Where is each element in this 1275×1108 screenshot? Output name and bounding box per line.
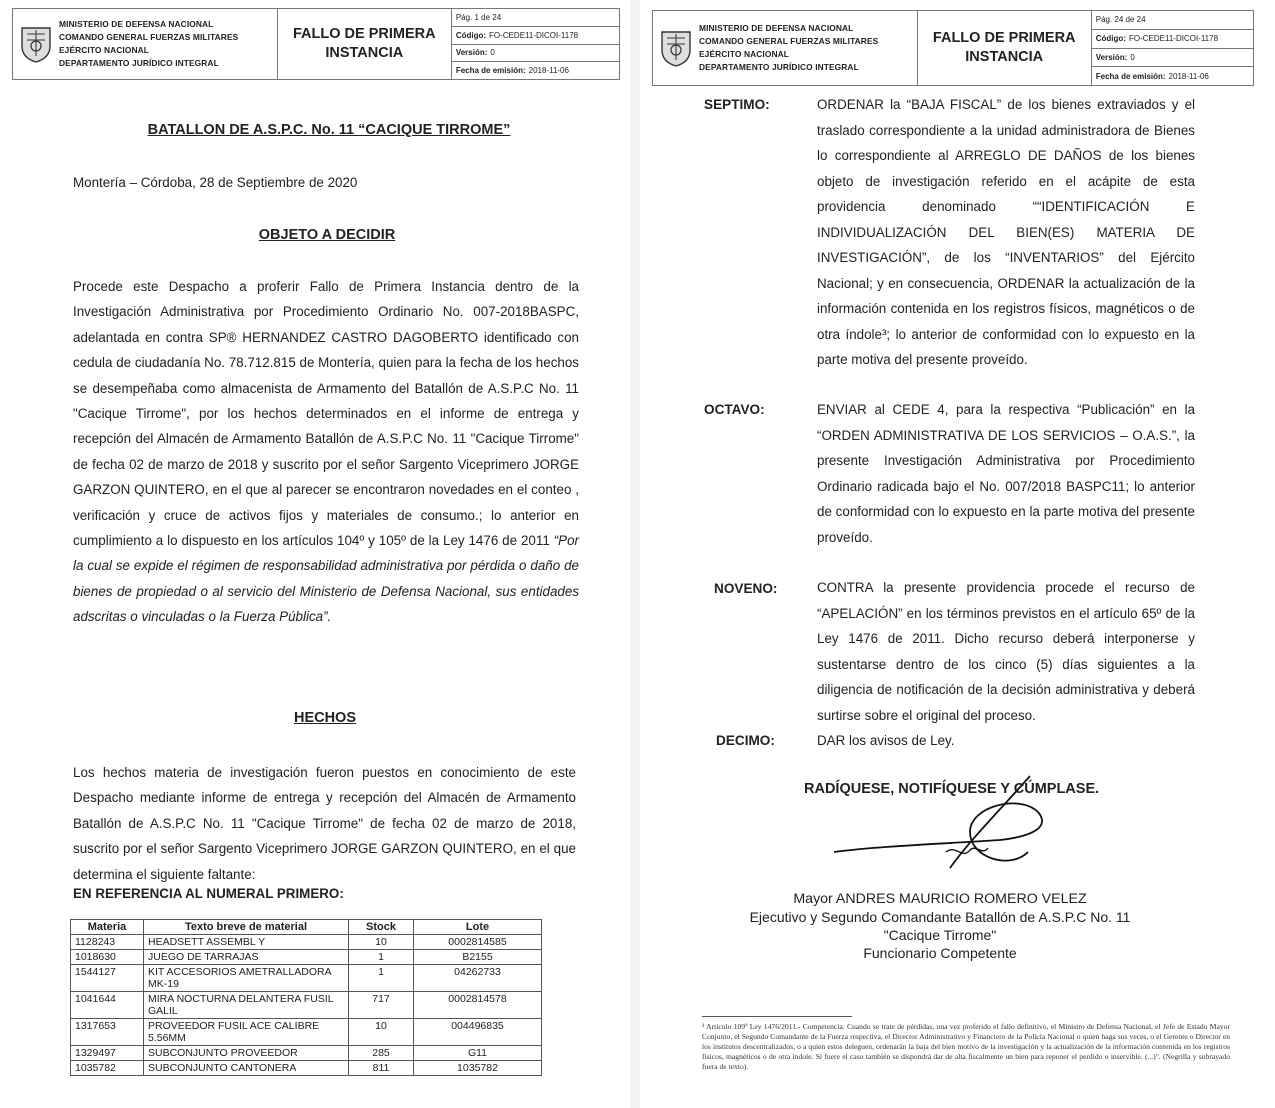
document-version: Versión: 0 [452, 45, 619, 63]
table-row [71, 950, 542, 965]
document-header [12, 8, 620, 80]
signer-role-1: Ejecutivo y Segundo Comandante Batallón de A.S.P.C No. 11 [749, 909, 1131, 925]
footnote-divider [702, 1016, 852, 1017]
resolution-label-noveno: NOVENO: [714, 581, 778, 596]
page-gutter [630, 0, 640, 1108]
materials-table [70, 919, 542, 1076]
coat-of-arms-icon [659, 28, 693, 68]
table-cell: 1317653 [71, 1019, 144, 1046]
table-row [71, 935, 542, 950]
table-cell: G11 [414, 1046, 542, 1061]
table-cell: KIT ACCESORIOS AMETRALLADORA MK-19 [144, 965, 349, 992]
document-meta [1092, 11, 1253, 85]
header-organization [13, 9, 278, 79]
reference-title: EN REFERENCIA AL NUMERAL PRIMERO: [73, 886, 344, 901]
document-header [652, 10, 1254, 86]
org-line-1: MINISTERIO DE DEFENSA NACIONAL [59, 19, 214, 29]
table-cell: 1035782 [414, 1061, 542, 1076]
org-line-4: DEPARTAMENTO JURÍDICO INTEGRAL [699, 62, 859, 72]
document-code: Código: FO-CEDE11-DICOI-1178 [1092, 30, 1253, 49]
header-organization [653, 11, 918, 85]
org-line-2: COMANDO GENERAL FUERZAS MILITARES [59, 32, 239, 42]
table-cell: 811 [349, 1061, 414, 1076]
table-cell: JUEGO DE TARRAJAS [144, 950, 349, 965]
col-header-materia: Materia [71, 920, 144, 935]
org-line-4: DEPARTAMENTO JURÍDICO INTEGRAL [59, 58, 219, 68]
org-line-3: EJÉRCITO NACIONAL [59, 45, 149, 55]
signer-role-2: "Cacique Tirrome" [883, 927, 997, 943]
table-row [71, 992, 542, 1019]
table-cell: HEADSETT ASSEMBL Y [144, 935, 349, 950]
col-header-lote: Lote [414, 920, 542, 935]
page-number: Pág. 24 de 24 [1092, 11, 1253, 30]
document-page-24 [640, 0, 1275, 1108]
table-cell: SUBCONJUNTO PROVEEDOR [144, 1046, 349, 1061]
table-cell: B2155 [414, 950, 542, 965]
table-cell: 0002814585 [414, 935, 542, 950]
table-cell: 10 [349, 935, 414, 950]
col-header-stock: Stock [349, 920, 414, 935]
document-type-title: FALLO DE PRIMERA INSTANCIA [918, 11, 1092, 85]
resolution-text-noveno: CONTRA la presente providencia procede el recurso de “APELACIÓN” en los términos previstos en el artículo 65º de la Ley 1476 de 2011. Dicho recurso deberá interponerse y sustentarse dentro de los cinco (5) días siguientes a la diligencia de notificación de la decisión administrativa y deberá surtirse sobre el original del proceso. [817, 580, 1195, 723]
table-cell: 1 [349, 950, 414, 965]
signer-role-3: Funcionario Competente [863, 945, 1017, 961]
issue-date: Fecha de emisión: 2018-11-06 [455, 66, 569, 76]
section-title-hechos: HECHOS [293, 710, 357, 726]
resolution-label-decimo: DECIMO: [716, 733, 775, 748]
org-line-1: MINISTERIO DE DEFENSA NACIONAL [699, 23, 854, 33]
col-header-texto: Texto breve de material [144, 920, 349, 935]
table-cell: 0002814578 [414, 992, 542, 1019]
table-cell: 1544127 [71, 965, 144, 992]
issue-date: Fecha de emisión: 2018-11-06 [1095, 71, 1209, 81]
document-meta [452, 9, 619, 79]
city-date: Montería – Córdoba, 28 de Septiembre de 2020 [73, 175, 358, 190]
table-row [71, 1061, 542, 1076]
document-page-1 [0, 0, 630, 1108]
table-cell: 717 [349, 992, 414, 1019]
resolution-text-decimo: DAR los avisos de Ley. [817, 733, 955, 748]
section-title-objeto: OBJETO A DECIDIR [258, 227, 396, 243]
signer-name: Mayor ANDRES MAURICIO ROMERO VELEZ [793, 891, 1087, 907]
table-cell: 1035782 [71, 1061, 144, 1076]
table-cell: 1128243 [71, 935, 144, 950]
table-cell: PROVEEDOR FUSIL ACE CALIBRE 5.56MM [144, 1019, 349, 1046]
hechos-paragraph: Los hechos materia de investigación fueron puestos en conocimiento de este Despacho mediante informe de entrega y recepción del Almacén de Armamento Batallón de A.S.P.C No. 11 "Cacique Tirrome" de fecha 02 de marzo de 2018, suscrito por el señor Sargento Viceprimero JORGE GARZON QUINTERO, en el que determina el siguiente faltante: [73, 765, 576, 882]
table-cell: 1329497 [71, 1046, 144, 1061]
table-header-row [71, 920, 542, 935]
table-row [71, 1019, 542, 1046]
table-cell: 004496835 [414, 1019, 542, 1046]
table-cell: 285 [349, 1046, 414, 1061]
table-cell: 1018630 [71, 950, 144, 965]
org-line-3: EJÉRCITO NACIONAL [699, 49, 789, 59]
table-cell: SUBCONJUNTO CANTONERA [144, 1061, 349, 1076]
coat-of-arms-icon [19, 24, 53, 64]
handwritten-signature [820, 760, 1080, 900]
org-line-2: COMANDO GENERAL FUERZAS MILITARES [699, 36, 879, 46]
battalion-title: BATALLON DE A.S.P.C. No. 11 “CACIQUE TIRROME” [147, 122, 511, 138]
footnote: ³ Artículo 109º Ley 1476/2011.- Competencia. Cuando se trate de pérdidas, una vez proferido el fallo definitivo, el Ministro de Defensa Nacional, el Jefe de Estado Mayor Conjunto, el Segundo Comandante de la Fuerza respectiva, el Director Administrativo y Financiero de la Policía Nacional o quien haga sus veces, o el Gerente o Director en los institutos descentralizados, o a quien estos deleguen, ordenarán la baja del bien motivo de la investigación y la actualización de la información contenida en los registros físicos, magnéticos o de otra índole. Si fuere el caso también se dispondrá dar de alta fiscalmente un bien para reponer el perdido o inservible. (...)". (Negrilla y subrayado fuera de texto). [702, 1022, 1230, 1071]
page-number: Pág. 1 de 24 [452, 9, 619, 27]
document-type-title: FALLO DE PRIMERA INSTANCIA [278, 9, 452, 79]
table-cell: 1041644 [71, 992, 144, 1019]
document-code: Código: FO-CEDE11-DICOI-1178 [452, 27, 619, 45]
resolution-label-septimo: SEPTIMO: [704, 97, 770, 112]
resolution-label-octavo: OCTAVO: [704, 402, 765, 417]
table-row [71, 1046, 542, 1061]
objeto-paragraph: Procede este Despacho a proferir Fallo de Primera Instancia dentro de la Investigación Administrativa por Procedimiento Ordinario No. 007-2018BASPC, adelantada en contra SP® HERNANDEZ CASTRO DAGOBERTO identificado con cedula de ciudadanía No. 78.712.815 de Montería, quien para la fecha de los hechos se desempeñaba como almacenista de Armamento del Batallón de A.S.P.C No. 11 "Cacique Tirrome", por los hechos determinados en el informe de entrega y recepción del Almacén de Armamento Batallón de A.S.P.C No. 11 "Cacique Tirrome" de fecha 02 de marzo de 2018 y suscrito por el señor Sargento Viceprimero JORGE GARZON QUINTERO, en el que al parecer se encontraron novedades en el conteo , verificación y cruce de activos fijos y materiales de consumo.; lo anterior en cumplimiento a lo dispuesto en los artículos 104º y 105º de la Ley 1476 de 2011 “Por la cual se expide el régimen de responsabilidad administrativa por pérdida o daño de bienes de propiedad o al servicio del Ministerio de Defensa Nacional, sus entidades adscritas o vinculadas o la Fuerza Pública”. [73, 279, 579, 625]
table-cell: 04262733 [414, 965, 542, 992]
resolution-text-septimo: ORDENAR la “BAJA FISCAL” de los bienes extraviados y el traslado correspondiente a la unidad administradora de Bienes lo correspondiente al ARREGLO DE DAÑOS de los bienes objeto de investigación referido en el acápite de esta providencia denominado ““IDENTIFICACIÓN E INDIVIDUALIZACIÓN DEL BIEN(ES) MATERIA DE INVESTIGACIÓN”, de los “INVENTARIOS” del Ejército Nacional; y en consecuencia, ORDENAR la actualización de la información contenida en los registros físicos, magnéticos o de otra índole³; lo anterior de conformidad con lo expuesto en la parte motiva del presente proveído. [817, 97, 1195, 367]
table-cell: 1 [349, 965, 414, 992]
table-row [71, 965, 542, 992]
table-cell: 10 [349, 1019, 414, 1046]
table-cell: MIRA NOCTURNA DELANTERA FUSIL GALIL [144, 992, 349, 1019]
document-version: Versión: 0 [1092, 49, 1253, 68]
closing-formula: RADÍQUESE, NOTIFÍQUESE Y CÚMPLASE. [804, 781, 1100, 797]
signer-block [720, 890, 1160, 962]
resolution-text-octavo: ENVIAR al CEDE 4, para la respectiva “Publicación” en la “ORDEN ADMINISTRATIVA DE LOS SERVICIOS – O.A.S.”, la presente Investigación Administrativa por Procedimiento Ordinario radicada bajo el No. 007/2018 BASPC11; lo anterior de conformidad con lo expuesto en la parte motiva del presente proveído. [817, 402, 1195, 545]
